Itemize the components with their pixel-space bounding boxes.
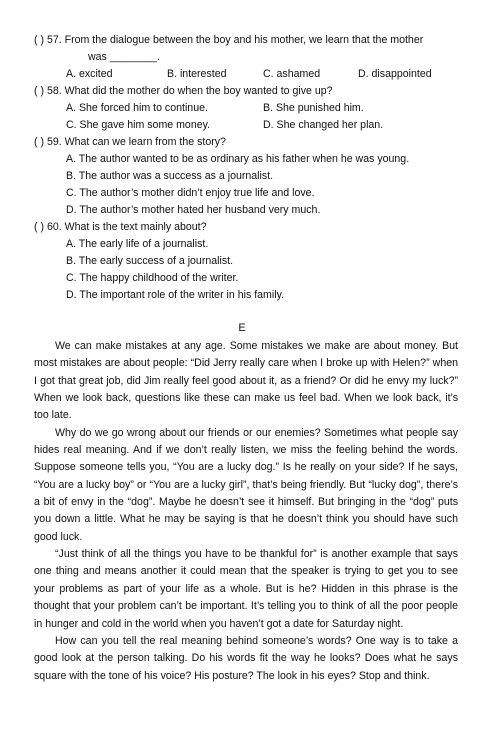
question-58-option-d: D. She changed her plan. xyxy=(263,119,384,131)
passage-paragraph-2: Why do we go wrong about our friends or our enemies? Sometimes what people say hides real meaning. And if we don’t really listen, we miss the feeling behind the words. Suppose someone tells you, “You are a lucky dog.” Is he really on your side? If he says, “You are a lucky boy” or “You are a lucky girl”, that’s being friendly. But “lucky dog”, there’s a bit of envy in the “dog”. Maybe he doesn’t see it himself. But bringing in the “dog” puts you down a little. What he may be saying is that he doesn’t think you should have such good luck. xyxy=(34,426,458,543)
question-60-option-d: D. The important role of the writer in his family. xyxy=(66,289,285,301)
question-57-stem: ( ) 57. From the dialogue between the boy and his mother, we learn that the mother xyxy=(34,34,424,46)
question-58-option-a: A. She forced him to continue. xyxy=(66,102,208,114)
passage xyxy=(34,338,458,685)
question-60-option-a: A. The early life of a journalist. xyxy=(66,238,209,250)
question-60-option-c: C. The happy childhood of the writer. xyxy=(66,272,239,284)
question-60-stem: ( ) 60. What is the text mainly about? xyxy=(34,221,207,233)
question-58-option-c: C. She gave him some money. xyxy=(66,119,211,131)
question-59-option-c: C. The author’s mother didn’t enjoy true life and love. xyxy=(66,187,315,199)
question-59-stem: ( ) 59. What can we learn from the story? xyxy=(34,136,226,148)
question-57-option-a: A. excited xyxy=(66,68,113,80)
question-57-option-c: C. ashamed xyxy=(263,68,321,80)
passage-paragraph-1: We can make mistakes at any age. Some mistakes we make are about money. But most mistakes are about people: “Did Jerry really care when I broke up with Helen?” when I got that great job, did Jim really feel good about it, as a friend? Or did he envy my luck?” When we look back, questions like these can make us feel bad. When we look back, it’s too late. xyxy=(34,340,458,422)
section-heading: E xyxy=(238,322,246,334)
question-59-option-d: D. The author’s mother hated her husband very much. xyxy=(66,204,321,216)
question-59-option-b: B. The author was a success as a journalist. xyxy=(66,170,274,182)
question-57-blank: was ________. xyxy=(88,51,160,63)
passage-paragraph-4: How can you tell the real meaning behind someone’s words? One way is to take a good look at the person talking. Do his words fit the way he looks? Does what he says square with the tone of his voice? His posture? The look in his eyes? Stop and think. xyxy=(34,634,458,682)
question-59-option-a: A. The author wanted to be as ordinary as his father when he was young. xyxy=(66,153,410,165)
question-57-option-d: D. disappointed xyxy=(358,68,432,80)
question-58-stem: ( ) 58. What did the mother do when the boy wanted to give up? xyxy=(34,85,333,97)
question-58-option-b: B. She punished him. xyxy=(263,102,364,114)
question-57-option-b: B. interested xyxy=(167,68,227,80)
question-60-option-b: B. The early success of a journalist. xyxy=(66,255,234,267)
passage-paragraph-3: “Just think of all the things you have to be thankful for” is another example that says one thing and means another it could mean that the speaker is trying to get you to see your problems as part of your life as a whole. But is he? Hidden in this phrase is the thought that your problem can’t be important. It’s telling you to think of all the poor people in hunger and cold in the world when you haven’t got a date for Saturday night. xyxy=(34,548,458,630)
